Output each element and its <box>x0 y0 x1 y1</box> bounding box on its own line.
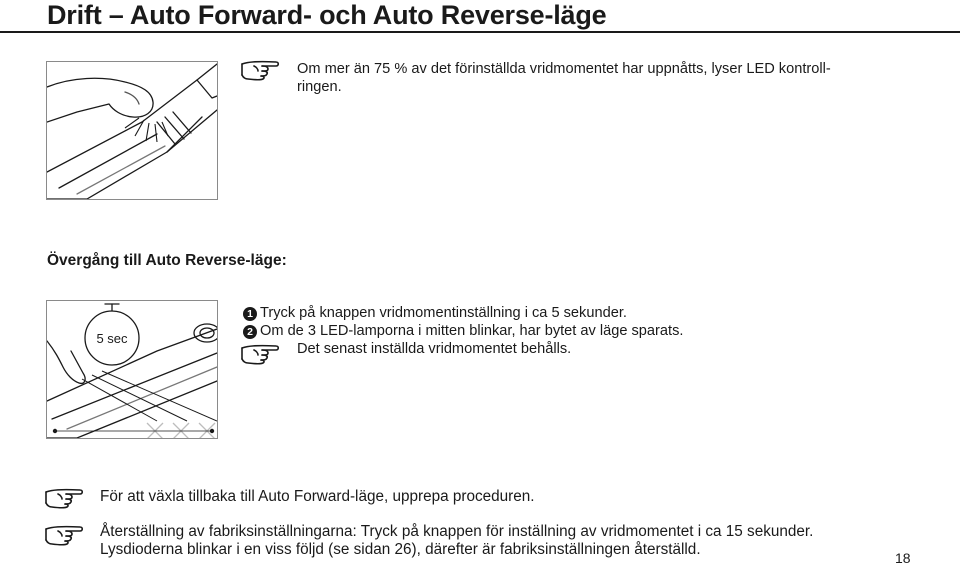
page-number: 18 <box>895 550 911 566</box>
page-title: Drift – Auto Forward- och Auto Reverse-läge <box>47 0 607 30</box>
pointing-hand-icon <box>240 58 280 82</box>
pointing-hand-icon <box>240 342 280 366</box>
handpiece-illustration <box>47 62 217 199</box>
timer-label: 5 sec <box>96 331 128 346</box>
step-number-badge: 1 <box>243 307 257 321</box>
step-2-text: Om de 3 LED-lamporna i mitten blinkar, har bytet av läge sparats. <box>260 323 684 339</box>
note-torque-kept: Det senast inställda vridmomentet behålls. <box>297 341 572 357</box>
note-led-line1: Om mer än 75 % av det förinställda vridmomentet har uppnåtts, lyser LED kontroll- <box>297 61 831 77</box>
step-2 <box>243 323 683 341</box>
note-forward: För att växla tillbaka till Auto Forward-läge, upprepa proceduren. <box>100 488 535 505</box>
step-1-text: Tryck på knappen vridmomentinställning i ca 5 sekunder. <box>260 305 627 321</box>
figure-led-ring <box>46 61 218 200</box>
title-rule <box>0 31 960 33</box>
step-number-badge: 2 <box>243 325 257 339</box>
figure-5-sec <box>46 300 218 439</box>
timer-illustration <box>47 301 217 438</box>
pointing-hand-icon <box>44 523 84 547</box>
section-heading-auto-reverse: Övergång till Auto Reverse-läge: <box>47 252 287 269</box>
pointing-hand-icon <box>44 486 84 510</box>
step-1 <box>243 305 627 323</box>
note-reset-line1: Återställning av fabriksinställningarna: Tryck på knappen för inställning av vridmomentet i ca 15 sekunder. <box>100 523 814 540</box>
note-led-line2: ringen. <box>297 79 342 95</box>
note-reset-line2: Lysdioderna blinkar i en viss följd (se sidan 26), därefter är fabriksinställningen återställd. <box>100 541 701 558</box>
